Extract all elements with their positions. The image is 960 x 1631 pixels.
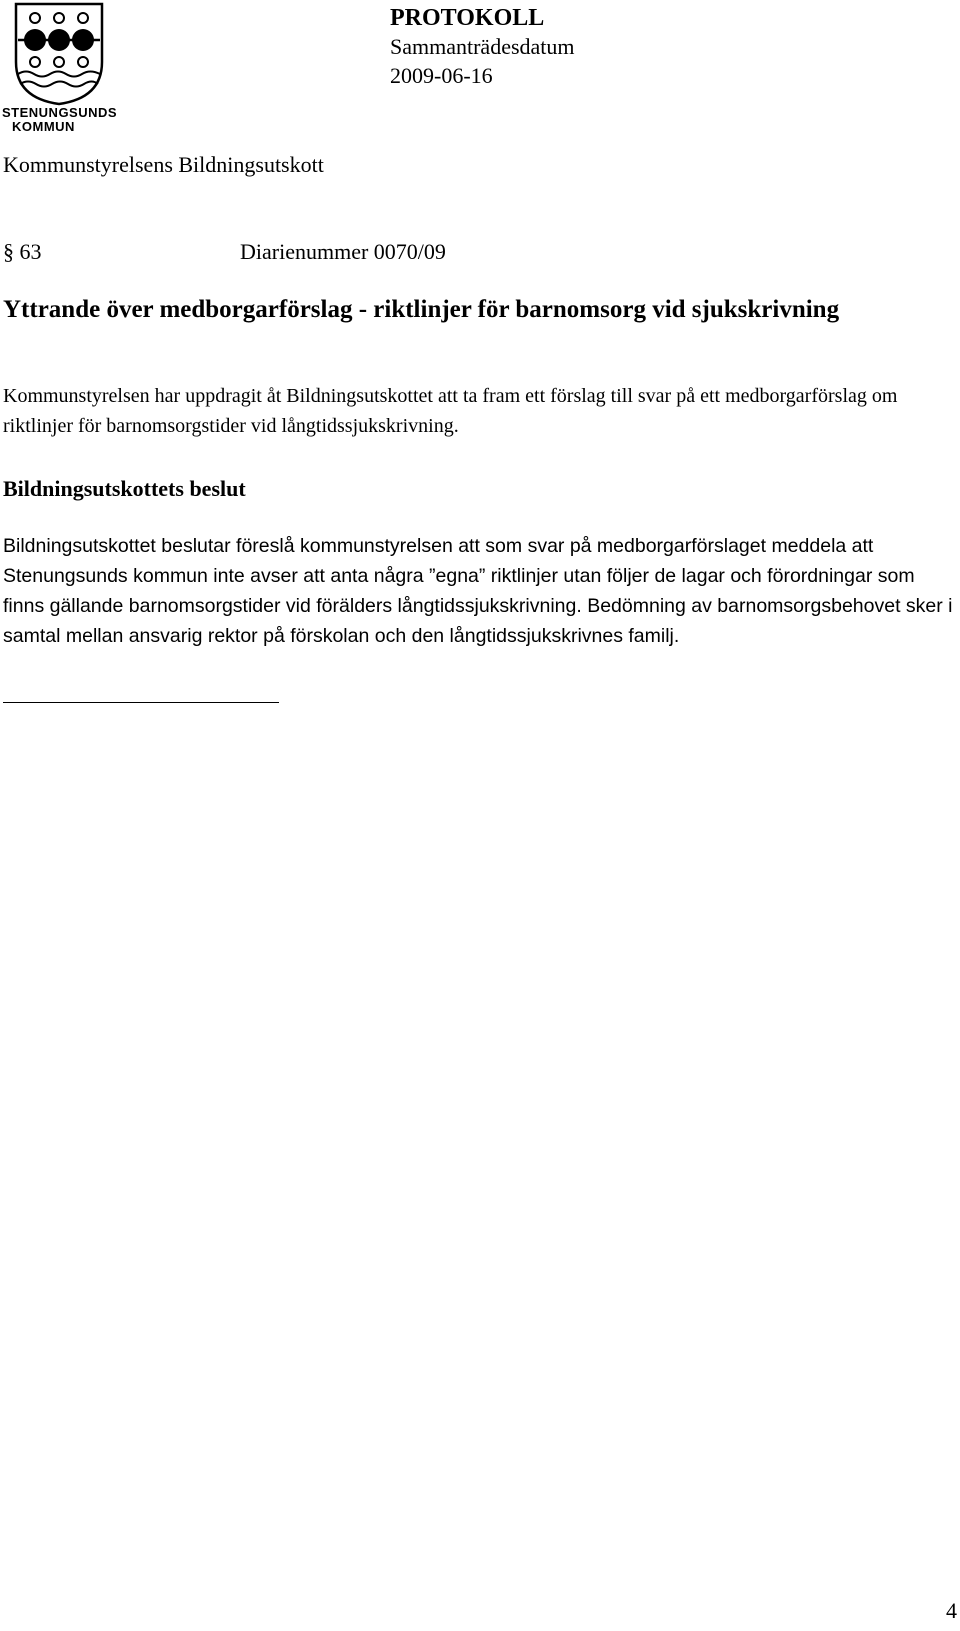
- meeting-date-label: Sammanträdesdatum: [390, 34, 575, 59]
- logo-wordmark: [2, 106, 120, 134]
- meeting-date: 2009-06-16: [390, 63, 493, 88]
- committee-name: Kommunstyrelsens Bildningsutskott: [3, 152, 324, 177]
- document-type: PROTOKOLL: [390, 5, 545, 31]
- decision-paragraph: Bildningsutskottet beslutar föreslå kommunstyrelsen att som svar på medborgarförslaget meddela att Stenungsunds kommun inte avser att anta några ”egna” riktlinjer utan följer de lagar och förordningar som finns gällande barnomsorgstider vid förälders långtidssjukskrivning. Bedömning av barnomsorgsbehovet sker i samtal mellan ansvarig rektor på förskolan och den långtidssjukskrivnes familj.: [3, 535, 953, 647]
- decision-heading: Bildningsutskottets beslut: [3, 476, 246, 501]
- divider-line: [3, 702, 279, 703]
- page-number: 4: [946, 1598, 957, 1623]
- diarienummer: Diarienummer 0070/09: [240, 239, 446, 264]
- section-title: Yttrande över medborgarförslag - riktlinjer för barnomsorg vid sjukskrivning: [3, 296, 840, 323]
- logo-line-1: STENUNGSUNDS: [2, 105, 118, 120]
- coat-of-arms-icon: [2, 2, 118, 106]
- section-number: § 63: [3, 239, 42, 264]
- logo-line-2: KOMMUN: [12, 119, 75, 134]
- intro-paragraph: Kommunstyrelsen har uppdragit åt Bildningsutskottet att ta fram ett förslag till svar på ett medborgarförslag om riktlinjer för barnomsorgstider vid långtidssjukskrivning.: [3, 385, 898, 437]
